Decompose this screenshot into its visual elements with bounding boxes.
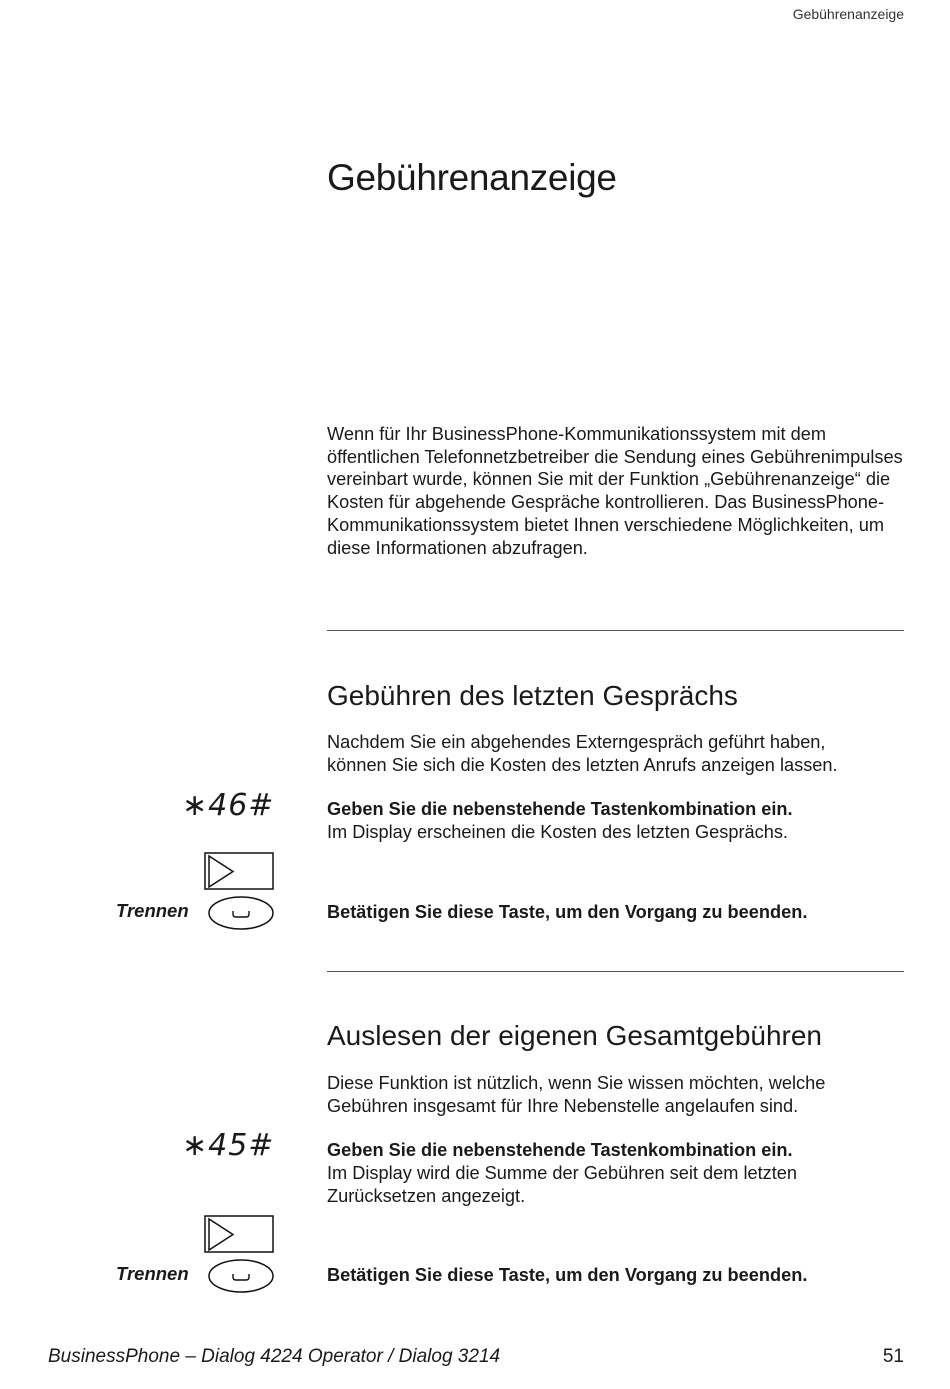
step-instruction-end: Betätigen Sie diese Taste, um den Vorgang zu beenden.	[327, 902, 808, 922]
trennen-key-label: Trennen	[116, 1263, 189, 1284]
step-instruction: Geben Sie die nebenstehende Tastenkombination ein.	[327, 799, 793, 819]
trennen-key-icon[interactable]	[209, 1260, 273, 1292]
page-number: 51	[882, 1346, 904, 1367]
section-heading-total-charges: Auslesen der eigenen Gesamtgebühren	[327, 1020, 823, 1051]
step-instruction: Geben Sie die nebenstehende Tastenkombination ein.	[327, 1140, 793, 1160]
play-triangle-icon	[209, 1219, 233, 1250]
footer-title: BusinessPhone – Dialog 4224 Operator / Dialog 3214	[48, 1346, 501, 1367]
intro-paragraph: Wenn für Ihr BusinessPhone-Kommunikationssystem mit dem öffentlichen Telefonnetzbetreiber die Sendung eines Gebührenimpulses vereinbart wurde, können Sie mit der Funktion „Gebührenanzeige“ die Kosten für abgehende Gespräche kontrollieren. Das BusinessPhone-Kommunikationssystem bietet Ihnen verschiedene Möglichkeiten, um diese Informationen abzufragen.	[327, 424, 903, 558]
phone-keys-icon	[200, 850, 280, 932]
section-description: Diese Funktion ist nützlich, wenn Sie wissen möchten, welche Gebühren insgesamt für Ihre Nebenstelle angelaufen sind.	[327, 1073, 826, 1116]
trennen-key-label: Trennen	[116, 900, 189, 921]
keycode-45: ∗45#	[182, 1128, 275, 1163]
trennen-key-icon[interactable]	[209, 897, 273, 929]
play-triangle-icon	[209, 856, 233, 887]
step-result: Im Display erscheinen die Kosten des letzten Gesprächs.	[327, 822, 788, 842]
keycode-46: ∗46#	[182, 788, 275, 823]
step-instruction-end: Betätigen Sie diese Taste, um den Vorgang zu beenden.	[327, 1265, 808, 1285]
section-description: Nachdem Sie ein abgehendes Externgespräch geführt haben, können Sie sich die Kosten des letzten Anrufs anzeigen lassen.	[327, 732, 838, 775]
phone-keys-icon	[200, 1213, 280, 1295]
page-title: Gebührenanzeige	[327, 157, 617, 198]
section-heading-last-call: Gebühren des letzten Gesprächs	[327, 680, 738, 711]
running-head: Gebührenanzeige	[792, 6, 904, 22]
section-divider	[327, 971, 904, 972]
section-divider	[327, 630, 904, 631]
step-result: Im Display wird die Summe der Gebühren seit dem letzten Zurücksetzen angezeigt.	[327, 1163, 798, 1206]
